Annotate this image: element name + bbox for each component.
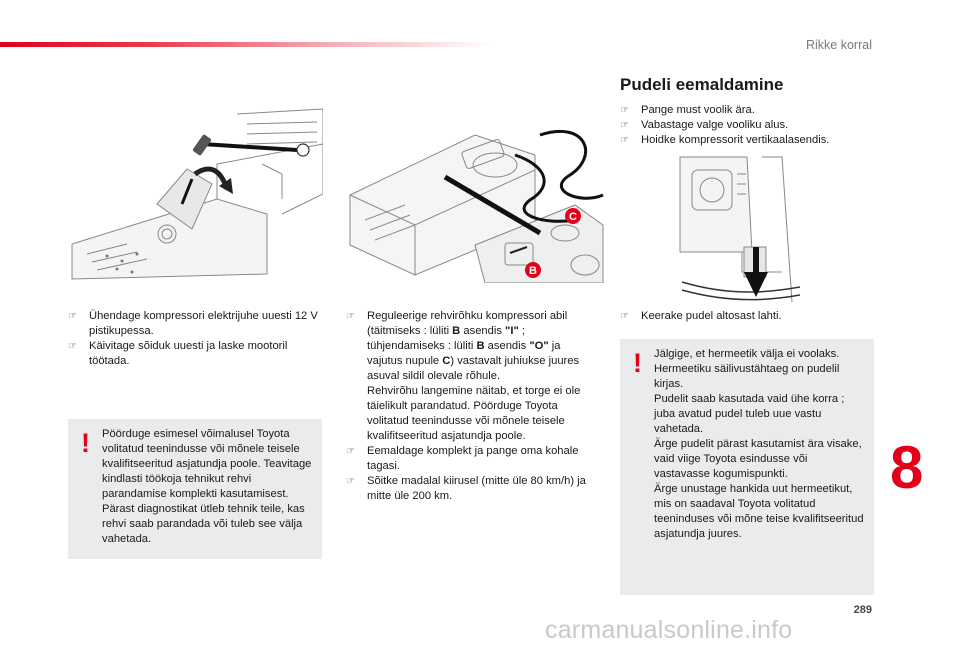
list-item bbox=[620, 133, 880, 148]
step-text: Eemaldage komplekt ja pange oma kohale tagasi. bbox=[367, 445, 579, 472]
figure-compressor-switch bbox=[345, 125, 605, 283]
list-item bbox=[346, 309, 598, 444]
warning-line: Ärge unustage hankida uut hermeetikut, mis on saadaval Toyota volitatud teeninduses või mõne teise kvalifitseeritud asjatundja juures. bbox=[654, 483, 864, 540]
pointer-icon: ☞ bbox=[620, 105, 629, 116]
button-c-ref: C bbox=[442, 355, 451, 367]
pointer-icon: ☞ bbox=[620, 135, 629, 146]
middle-column-steps bbox=[346, 309, 598, 504]
text-run: asendis bbox=[460, 325, 506, 337]
right-column-steps bbox=[620, 309, 872, 324]
pointer-icon: ☞ bbox=[620, 311, 629, 322]
warning-icon: ! bbox=[633, 348, 642, 378]
figure-bottle-removal bbox=[672, 152, 800, 302]
step-text: Vabastage valge vooliku alus. bbox=[641, 119, 789, 131]
list-item bbox=[346, 474, 598, 504]
list-item bbox=[68, 339, 320, 369]
pointer-icon: ☞ bbox=[346, 311, 355, 322]
bottle-removal-steps bbox=[620, 103, 880, 148]
list-item bbox=[68, 309, 320, 339]
pointer-icon: ☞ bbox=[346, 446, 355, 457]
list-item bbox=[620, 309, 872, 324]
list-item bbox=[346, 444, 598, 474]
illustration-bottle bbox=[672, 152, 800, 302]
step-note: Rehvirõhu langemine näitab, et torge ei ole täielikult parandatud. Pöörduge Toyota volitatud teenindusse või mõnele teisele kvalifitseeritud asjatundja poole. bbox=[367, 385, 581, 442]
step-text: Pange must voolik ära. bbox=[641, 104, 755, 116]
label-b: B bbox=[529, 265, 537, 277]
text-run: Reguleerige rehvirõhku kompressori abil (täitmiseks : lüliti bbox=[367, 310, 568, 337]
switch-b-ref: B bbox=[452, 325, 461, 337]
list-item bbox=[620, 103, 880, 118]
step-text: Sõitke madalal kiirusel (mitte üle 80 km/h) ja mitte üle 200 km. bbox=[367, 475, 586, 502]
watermark: carmanualsonline.info bbox=[545, 616, 793, 644]
warning-line: Ärge pudelit pärast kasutamist ära visake, vaid viige Toyota esindusse või vastavasse kogumispunkti. bbox=[654, 438, 862, 480]
position-o-ref: "O" bbox=[529, 340, 549, 352]
switch-b-ref: B bbox=[476, 340, 485, 352]
warning-text: Pöörduge esimesel võimalusel Toyota volitatud teenindusse või mõnele teisele kvalifitseeritud asjatundja poole. Teavitage kindlasti töökoja tehnikut rehvi parandamise komplekti kasutamisest. Pärast diagnostikat ütleb tehnik teile, kas rehvi saab parandada või tuleb see välja vahetada. bbox=[102, 428, 312, 545]
list-item bbox=[620, 118, 880, 133]
illustration-plug bbox=[67, 104, 323, 282]
text-run: asendis bbox=[484, 340, 530, 352]
pointer-icon: ☞ bbox=[68, 311, 77, 322]
warning-box-left bbox=[68, 419, 322, 559]
step-text: Hoidke kompressorit vertikaalasendis. bbox=[641, 134, 830, 146]
figure-plug-connection bbox=[67, 104, 323, 282]
text-run: ) vastavalt juhiukse juures asuval sildil olevale rõhule. bbox=[367, 355, 580, 382]
pointer-icon: ☞ bbox=[346, 476, 355, 487]
position-i-ref: "I" bbox=[505, 325, 519, 337]
step-text: Keerake pudel altosast lahti. bbox=[641, 310, 782, 322]
label-c: C bbox=[569, 211, 577, 223]
step-text bbox=[367, 309, 598, 384]
warning-icon: ! bbox=[81, 428, 90, 458]
pointer-icon: ☞ bbox=[620, 120, 629, 131]
step-text: Käivitage sõiduk uuesti ja laske mootoril töötada. bbox=[89, 340, 288, 367]
section-title: Rikke korral bbox=[806, 38, 872, 52]
warning-box-right bbox=[620, 339, 874, 595]
chapter-number: 8 bbox=[890, 434, 924, 501]
left-column-steps bbox=[68, 309, 320, 369]
illustration-compressor bbox=[345, 125, 605, 283]
header-accent-bar bbox=[0, 42, 490, 47]
text-run: ja vajutus nupule bbox=[367, 340, 561, 367]
page-number: 289 bbox=[853, 604, 872, 616]
warning-text bbox=[654, 347, 866, 542]
warning-line: Jälgige, et hermeetik välja ei voolaks. Hermeetiku säilivustähtaeg on pudelil kirjas. bbox=[654, 348, 840, 390]
pointer-icon: ☞ bbox=[68, 341, 77, 352]
text-run: ; tühjendamiseks : lüliti bbox=[367, 325, 525, 352]
step-text: Ühendage kompressori elektrijuhe uuesti 12 V pistikupessa. bbox=[89, 310, 318, 337]
warning-line: Pudelit saab kasutada vaid ühe korra ; juba avatud pudel tuleb uue vastu vahetada. bbox=[654, 393, 845, 435]
section-heading: Pudeli eemaldamine bbox=[620, 75, 784, 94]
